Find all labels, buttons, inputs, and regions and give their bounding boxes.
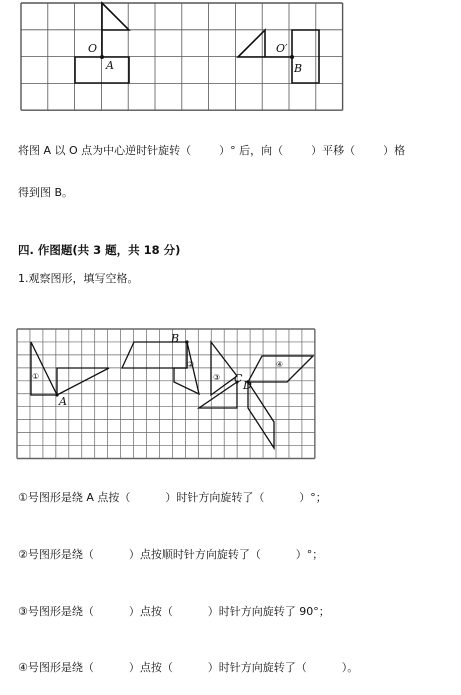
circled-4: ④: [276, 360, 284, 369]
point-b: [185, 340, 188, 343]
circled-2: ②: [187, 360, 195, 369]
blank-question-4: ④号图形是绕（ ）点按（ ）时针方向旋转了（ ）。: [18, 661, 359, 674]
question-line-2: 得到图 B。: [18, 186, 74, 199]
blank-question-1: ①号图形是绕 A 点按（ ）时针方向旋转了（ ）°；: [18, 491, 327, 504]
problem-1-title: 1.观察图形，填写空格。: [18, 272, 139, 285]
label-c: C: [234, 372, 243, 385]
blank-question-2: ②号图形是绕（ ）点按顺时针方向旋转了（ ）°；: [18, 548, 324, 561]
shape-4b: [248, 382, 274, 448]
label-a: A: [106, 59, 114, 72]
label-b: B: [294, 62, 303, 75]
figure-2-grid: [0, 320, 461, 460]
question-line-1: 将图 A 以 O 点为中心逆时针旋转（ ）° 后，向（ ）平移（ ）格: [18, 144, 406, 157]
shape-3b: [199, 382, 237, 408]
shape-a-top: [102, 3, 129, 30]
label-o: O: [88, 42, 98, 55]
shape-1: [31, 342, 57, 395]
section-title: 四. 作图题(共 3 题，共 18 分): [18, 243, 181, 257]
label-a2: A: [59, 395, 67, 408]
shape-a-rectangle: [75, 57, 129, 83]
label-o-prime: O′: [276, 42, 288, 55]
label-d: D: [243, 379, 252, 392]
circled-1: ①: [32, 372, 40, 381]
point-o-prime: [290, 55, 294, 59]
shape-origin: [57, 368, 109, 395]
circled-3: ③: [213, 373, 221, 382]
shape-b-triangle: [238, 30, 265, 57]
figure-1-grid: [0, 0, 461, 120]
label-b2: B: [171, 332, 180, 345]
blank-question-3: ③号图形是绕（ ）点按（ ）时针方向旋转了 90°；: [18, 605, 330, 618]
point-o: [100, 55, 104, 59]
